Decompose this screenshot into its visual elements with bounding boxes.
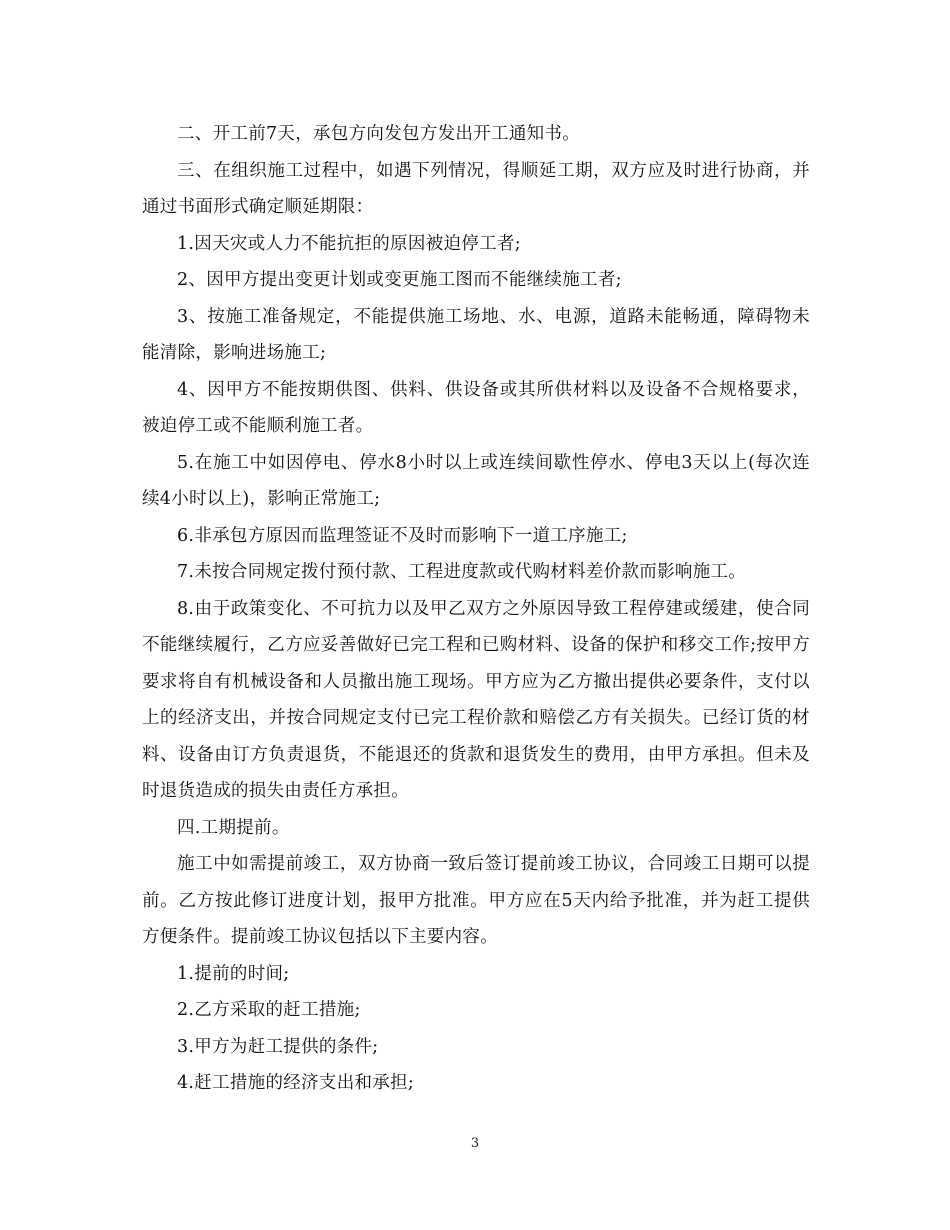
document-body xyxy=(142,116,810,1102)
paragraph-item-7: 7.未按合同规定拨付预付款、工程进度款或代购材料差价款而影响施工。 xyxy=(177,562,747,582)
paragraph-start-notice: 二、开工前7天，承包方向发包方发出开工通知书。 xyxy=(177,124,581,144)
paragraph-item-6: 6.非承包方原因而监理签证不及时而影响下一道工序施工; xyxy=(177,525,628,546)
paragraph-early-item-4: 4.赶工措施的经济支出和承担; xyxy=(177,1073,415,1093)
paragraph-early-item-3: 3.甲方为赶工提供的条件; xyxy=(177,1036,379,1057)
paragraph-early-completion: 施工中如需提前竣工，双方协商一致后签订提前竣工协议，合同竣工日期可以提前。乙方按此修订进度计划，报甲方批准。甲方应在5天内给予批准，并为赶工提供方便条件。提前竣工协议包括以下主要内容。 xyxy=(142,854,810,947)
paragraph-item-8: 8.由于政策变化、不可抗力以及甲乙双方之外原因导致工程停建或缓建，使合同不能继续履行，乙方应妥善做好已完工程和已购材料、设备的保护和移交工作;按甲方要求将自有机械设备和人员撤出施工现场。甲方应为乙方撤出提供必要条件，支付以上的经济支出，并按合同规定支付已完工程价款和赔偿乙方有关损失。已经订货的材料、设备由订方负责退货，不能退还的货款和退货发生的费用，由甲方承担。但未及时退货造成的损失由责任方承担。 xyxy=(142,598,810,801)
paragraph-early-item-1: 1.提前的时间; xyxy=(177,963,290,984)
paragraph-item-2: 2、因甲方提出变更计划或变更施工图而不能继续施工者; xyxy=(177,270,622,290)
page-number: 3 xyxy=(470,1136,480,1151)
paragraph-item-3: 3、按施工准备规定，不能提供施工场地、水、电源，道路未能畅通，障碍物未能清除，影响进场施工; xyxy=(142,306,810,363)
paragraph-item-4: 4、因甲方不能按期供图、供料、供设备或其所供材料以及设备不合规格要求，被迫停工或不能顺利施工者。 xyxy=(142,379,810,436)
paragraph-item-1: 1.因天灾或人力不能抗拒的原因被迫停工者; xyxy=(177,233,521,254)
paragraph-early-item-2: 2.乙方采取的赶工措施; xyxy=(177,1000,361,1020)
paragraph-delay-clause: 三、在组织施工过程中，如遇下列情况，得顺延工期，双方应及时进行协商，并通过书面形式确定顺延期限： xyxy=(142,160,810,217)
paragraph-item-5: 5.在施工中如因停电、停水8小时以上或连续间歇性停水、停电3天以上(每次连续4小时以上)，影响正常施工; xyxy=(142,452,810,509)
paragraph-section-4-heading: 四.工期提前。 xyxy=(177,817,290,838)
